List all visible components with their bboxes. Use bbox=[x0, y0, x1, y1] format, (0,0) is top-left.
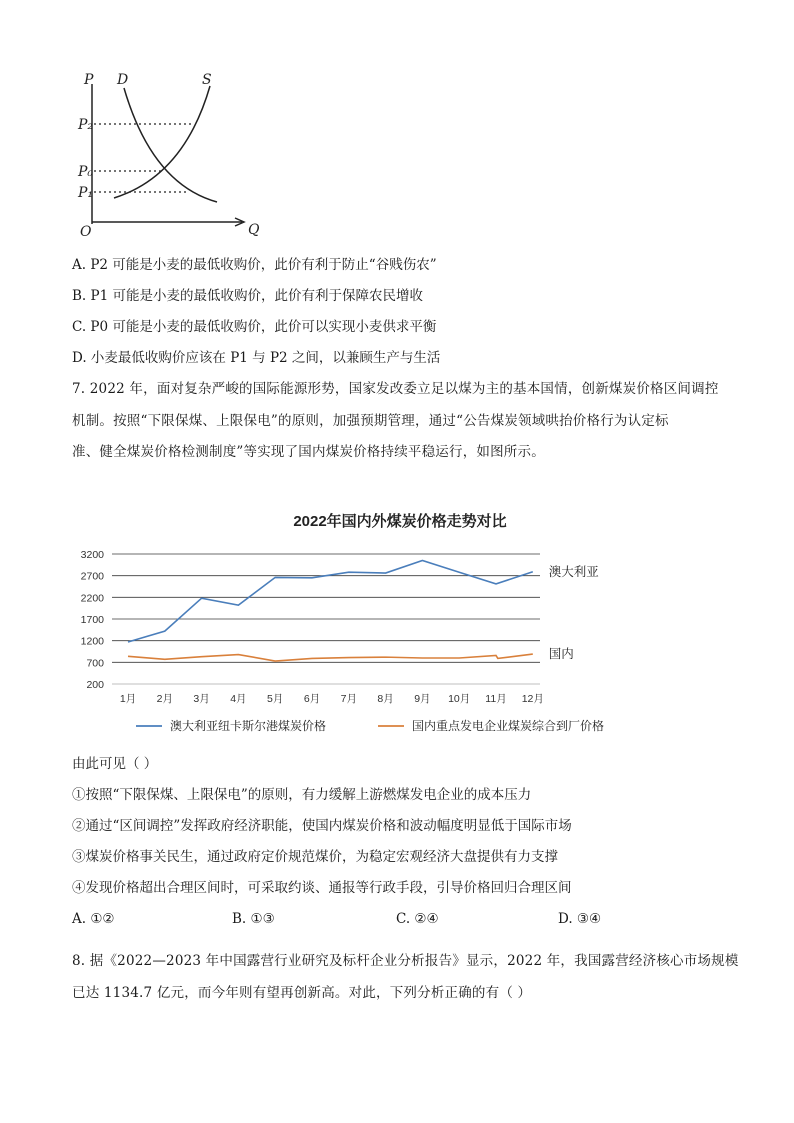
legend-entry: 国内重点发电企业煤炭综合到厂价格 bbox=[412, 719, 605, 733]
y-tick-label: 2700 bbox=[80, 570, 104, 583]
x-tick-label: 12月 bbox=[521, 693, 544, 705]
q7-option-c: C. ②④ bbox=[396, 911, 439, 927]
x-tick-label: 1月 bbox=[119, 693, 137, 705]
q7-option-d: D. ③④ bbox=[558, 911, 602, 927]
q8-line-1: 8. 据《2022—2023 年中国露营行业研究及标杆企业分析报告》显示，2022 年，我国露营经济核心市场规模 bbox=[72, 953, 739, 969]
q7-question: 由此可见（ ） bbox=[72, 756, 158, 772]
series-line-1 bbox=[128, 561, 533, 642]
x-tick-label: 9月 bbox=[414, 693, 431, 705]
origin-label: O bbox=[80, 224, 92, 240]
p2-label: P₂ bbox=[78, 117, 94, 133]
chart-title: 2022年国内外煤炭价格走势对比 bbox=[293, 513, 507, 530]
q7-option-a: A. ①② bbox=[72, 911, 115, 927]
y-tick-label: 200 bbox=[86, 679, 104, 691]
q6-option-b: B. P1 可能是小麦的最低收购价，此价有利于保障农民增收 bbox=[72, 288, 423, 304]
x-tick-label: 4月 bbox=[230, 693, 247, 705]
x-tick-label: 7月 bbox=[340, 693, 357, 705]
q6-option-d: D. 小麦最低收购价应该在 P1 与 P2 之间，以兼顾生产与生活 bbox=[72, 350, 441, 366]
p0-label: P₀ bbox=[78, 164, 94, 180]
series-line-2 bbox=[128, 654, 533, 661]
p1-label: P₁ bbox=[78, 185, 94, 201]
quantity-axis-label: Q bbox=[248, 222, 260, 238]
x-tick-label: 8月 bbox=[377, 693, 394, 705]
series-end-label: 澳大利亚 bbox=[548, 564, 599, 579]
x-tick-label: 2月 bbox=[156, 693, 173, 705]
x-tick-label: 10月 bbox=[448, 693, 471, 705]
y-tick-label: 1700 bbox=[80, 614, 104, 626]
q7-statement-4: ④发现价格超出合理区间时，可采取约谈、通报等行政手段，引导价格回归合理区间 bbox=[72, 880, 572, 896]
y-tick-label: 700 bbox=[86, 657, 104, 670]
price-axis-label: P bbox=[84, 72, 94, 88]
y-tick-label: 2200 bbox=[80, 592, 104, 605]
supply-label: S bbox=[202, 72, 212, 88]
x-tick-label: 6月 bbox=[303, 693, 321, 705]
q6-option-a: A. P2 可能是小麦的最低收购价，此价有利于防止“谷贱伤农” bbox=[72, 257, 437, 273]
q7-statement-3: ③煤炭价格事关民生，通过政府定价规范煤价，为稳定宏观经济大盘提供有力支撑 bbox=[72, 849, 558, 865]
y-tick-label: 1200 bbox=[80, 635, 104, 648]
x-tick-label: 11月 bbox=[485, 693, 507, 705]
supply-demand-graph bbox=[72, 64, 272, 244]
x-tick-label: 3月 bbox=[193, 693, 210, 705]
q8-line-2: 已达 1134.7 亿元，而今年则有望再创新高。对此，下列分析正确的有（ ） bbox=[72, 985, 532, 1001]
q6-option-c: C. P0 可能是小麦的最低收购价，此价可以实现小麦供求平衡 bbox=[72, 319, 437, 335]
q7-option-b: B. ①③ bbox=[232, 911, 275, 927]
y-tick-label: 3200 bbox=[80, 549, 104, 561]
demand-label: D bbox=[117, 72, 129, 88]
q7-statement-2: ②通过“区间调控”发挥政府经济职能，使国内煤炭价格和波动幅度明显低于国际市场 bbox=[72, 818, 572, 834]
q7-stem-line-2: 机制。按照“下限保煤、上限保电”的原则，加强预期管理，通过“公告煤炭领域哄抬价格行为认定标 bbox=[72, 413, 669, 429]
q7-stem-line-1: 7. 2022 年，面对复杂严峻的国际能源形势，国家发改委立足以煤为主的基本国情，创新煤炭价格区间调控 bbox=[72, 381, 719, 397]
series-end-label: 国内 bbox=[548, 647, 574, 662]
q7-statement-1: ①按照“下限保煤、上限保电”的原则，有力缓解上游燃煤发电企业的成本压力 bbox=[72, 787, 532, 803]
x-tick-label: 5月 bbox=[267, 693, 284, 705]
q7-stem-line-3: 准、健全煤炭价格检测制度”等实现了国内煤炭价格持续平稳运行，如图所示。 bbox=[72, 444, 545, 460]
coal-price-chart bbox=[60, 500, 740, 750]
legend-entry: 澳大利亚纽卡斯尔港煤炭价格 bbox=[170, 719, 327, 733]
